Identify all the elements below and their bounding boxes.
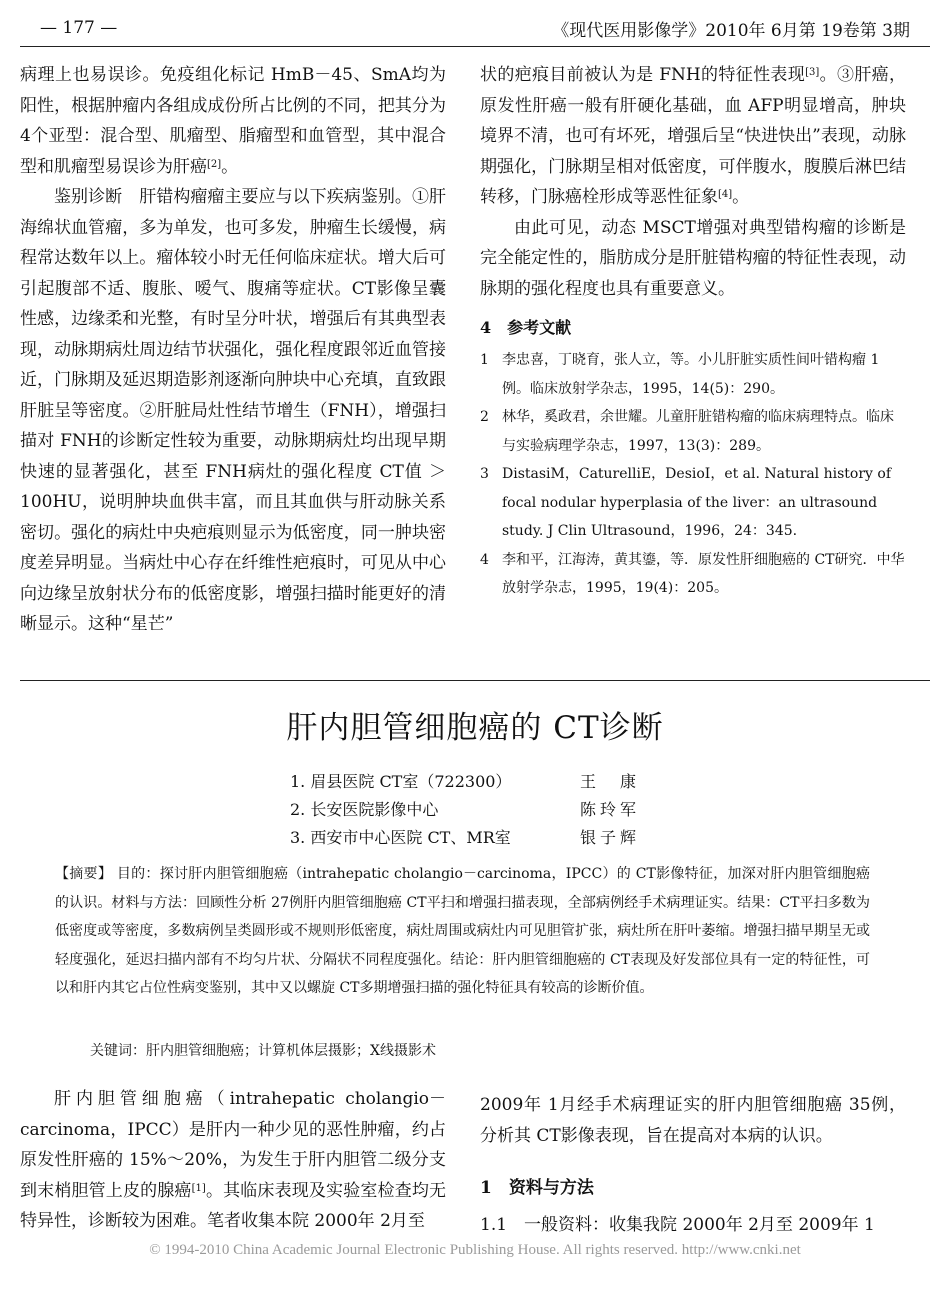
body-paragraph: 2009年 1月经手术病理证实的肝内胆管细胞癌 35例，分析其 CT影像表现，旨在提高对本病的认识。 [480, 1095, 906, 1146]
body-paragraph: 肝内胆管细胞癌（intrahepatic cholangio－carcinoma，IPCC）是肝内一种少见的恶性肿瘤，约占原发性肝癌的 15%～20%，为发生于肝内胆管二级分支到末梢胆管上皮的腺癌[1]。其临床表现及实验室检查均无特异性，诊断较为困难。笔者收集本院 2000年 2月至 [20, 1089, 447, 1231]
reference-item: 3 DistasiM，CaturelliE，DesioI，et al. Natural history of focal nodular hyperplasia of the liver：an ultrasound study. J Clin Ultrasound，1996，24：345. [480, 466, 892, 539]
affiliation-list [290, 768, 640, 852]
page-number: — 177 — [40, 18, 118, 38]
abstract-label: 【摘要】 [55, 866, 113, 882]
reference-item: 4 李和平，江海涛，黄其鎏，等．原发性肝细胞癌的 CT研究．中华放射学杂志，1995，19(4)：205。 [480, 551, 905, 596]
citation: [2] [207, 158, 222, 170]
prev-paragraph: 状的疤痕目前被认为是 FNH的特征性表现[3]。③肝癌，原发性肝癌一般有肝硬化基础，血 AFP明显增高，肿块境界不清，也可有坏死，增强后呈“快进快出”表现，动脉期强化，门脉期呈相对低密度，可伴腹水，腹膜后淋巴结转移，门脉癌栓形成等恶性征象[4]。 [480, 65, 907, 207]
prev-paragraph: 由此可见，动态 MSCT增强对典型错构瘤的诊断是完全能定性的，脂肪成分是肝脏错构瘤的特征性表现，动脉期的强化程度也具有重要意义。 [480, 217, 906, 299]
copyright-footer: © 1994-2010 China Academic Journal Electronic Publishing House. All rights reserved. http://www.cnki.net [149, 1242, 801, 1258]
prev-article-right-column [480, 60, 906, 603]
affiliation-row: 2. 长安医院影像中心 陈玲军 [290, 796, 640, 824]
article-separator-rule [20, 680, 930, 681]
reference-item: 1 李忠喜，丁晓育，张人立，等。小儿肝脏实质性间叶错构瘤 1例。临床放射学杂志，1995，14(5)：290。 [480, 352, 880, 397]
abstract-text: 目的：探讨肝内胆管细胞癌（intrahepatic cholangio－carcinoma，IPCC）的 CT影像特征，加深对肝内胆管细胞癌的认识。材料与方法：回顾性分析 27例肝内胆管细胞癌 CT平扫和增强扫描表现，全部病例经手术病理证实。结果：CT平扫多数为低密度或等密度，多数病例呈类圆形或不规则形低密度，病灶周围或病灶内可见胆管扩张，病灶所在肝叶萎缩。增强扫描早期呈无或轻度强化，延迟扫描内部有不均匀片状、分隔状不同程度强化。结论：肝内胆管细胞癌的 CT表现及好发部位具有一定的特征性，可以和肝内其它占位性病变鉴别，其中又以螺旋 CT多期增强扫描的强化特征具有较高的诊断价值。 [55, 866, 870, 996]
prev-article-left-column [20, 60, 446, 640]
article-title: 肝内胆管细胞癌的 CT诊断 [286, 710, 664, 746]
affiliation-row: 3. 西安市中心医院 CT、MR室 银子辉 [290, 824, 640, 852]
author-name: 陈玲军 [580, 800, 641, 819]
references-heading: 4 参考文献 [480, 318, 572, 337]
journal-citation: 《现代医用影像学》2010年 6月第 19卷第 3期 [552, 20, 910, 41]
citation: [1] [191, 1182, 206, 1194]
citation: [4] [718, 189, 733, 200]
section-heading: 1 资料与方法 [480, 1178, 594, 1198]
abstract [55, 860, 870, 1003]
subsection-heading: 1.1 一般资料：收集我院 2000年 2月至 2009年 1 [480, 1214, 875, 1235]
header-rule [20, 46, 930, 47]
prev-paragraph: 鉴别诊断 肝错构瘤瘤主要应与以下疾病鉴别。①肝海绵状血管瘤，多为单发，也可多发，肿瘤生长缓慢，病程常达数年以上。瘤体较小时无任何临床症状。增大后可引起腹部不适、腹胀、嗳气、腹痛等症状。CT影像呈囊性感，边缘柔和光整，有时呈分叶状，增强后有其典型表现，动脉期病灶周边结节状强化，强化程度跟邻近血管接近，门脉期及延迟期造影剂逐渐向肿块中心充填，直致跟肝脏呈等密度。②肝脏局灶性结节增生（FNH），增强扫描对 FNH的诊断定性较为重要，动脉期病灶均出现早期快速的显著强化，甚至 FNH病灶的强化程度 CT值 ＞100HU，说明肿块血供丰富，而且其血供与肝动脉关系密切。强化的病灶中央疤痕则显示为低密度，同一肿块密度差异明显。当病灶中心存在纤维性疤痕时，可见从中心向边缘呈放射状分布的低密度影，增强扫描时能更好的清晰显示。这种“星芒” [20, 187, 446, 634]
reference-list [480, 346, 906, 603]
author-name: 王 康 [580, 772, 641, 791]
keywords: 关键词：肝内胆管细胞癌；计算机体层摄影；X线摄影术 [90, 1043, 436, 1059]
running-header [40, 16, 910, 40]
citation: [3] [805, 67, 820, 78]
author-name: 银子辉 [580, 828, 641, 847]
article-right-column [480, 1090, 906, 1240]
reference-item: 2 林华，奚政君，余世耀。儿童肝脏错构瘤的临床病理特点。临床与实验病理学杂志，1997，13(3)：289。 [480, 409, 894, 454]
article-left-column [20, 1084, 446, 1237]
affiliation-row: 1. 眉县医院 CT室（722300） 王 康 [290, 768, 640, 796]
prev-paragraph: 病理上也易误诊。免疫组化标记 HmB－45、SmA均为阳性，根据肿瘤内各组成成份所占比例的不同，把其分为 4个亚型：混合型、肌瘤型、脂瘤型和血管型，其中混合型和肌瘤型易误诊为肝癌[2]。 [20, 65, 446, 177]
